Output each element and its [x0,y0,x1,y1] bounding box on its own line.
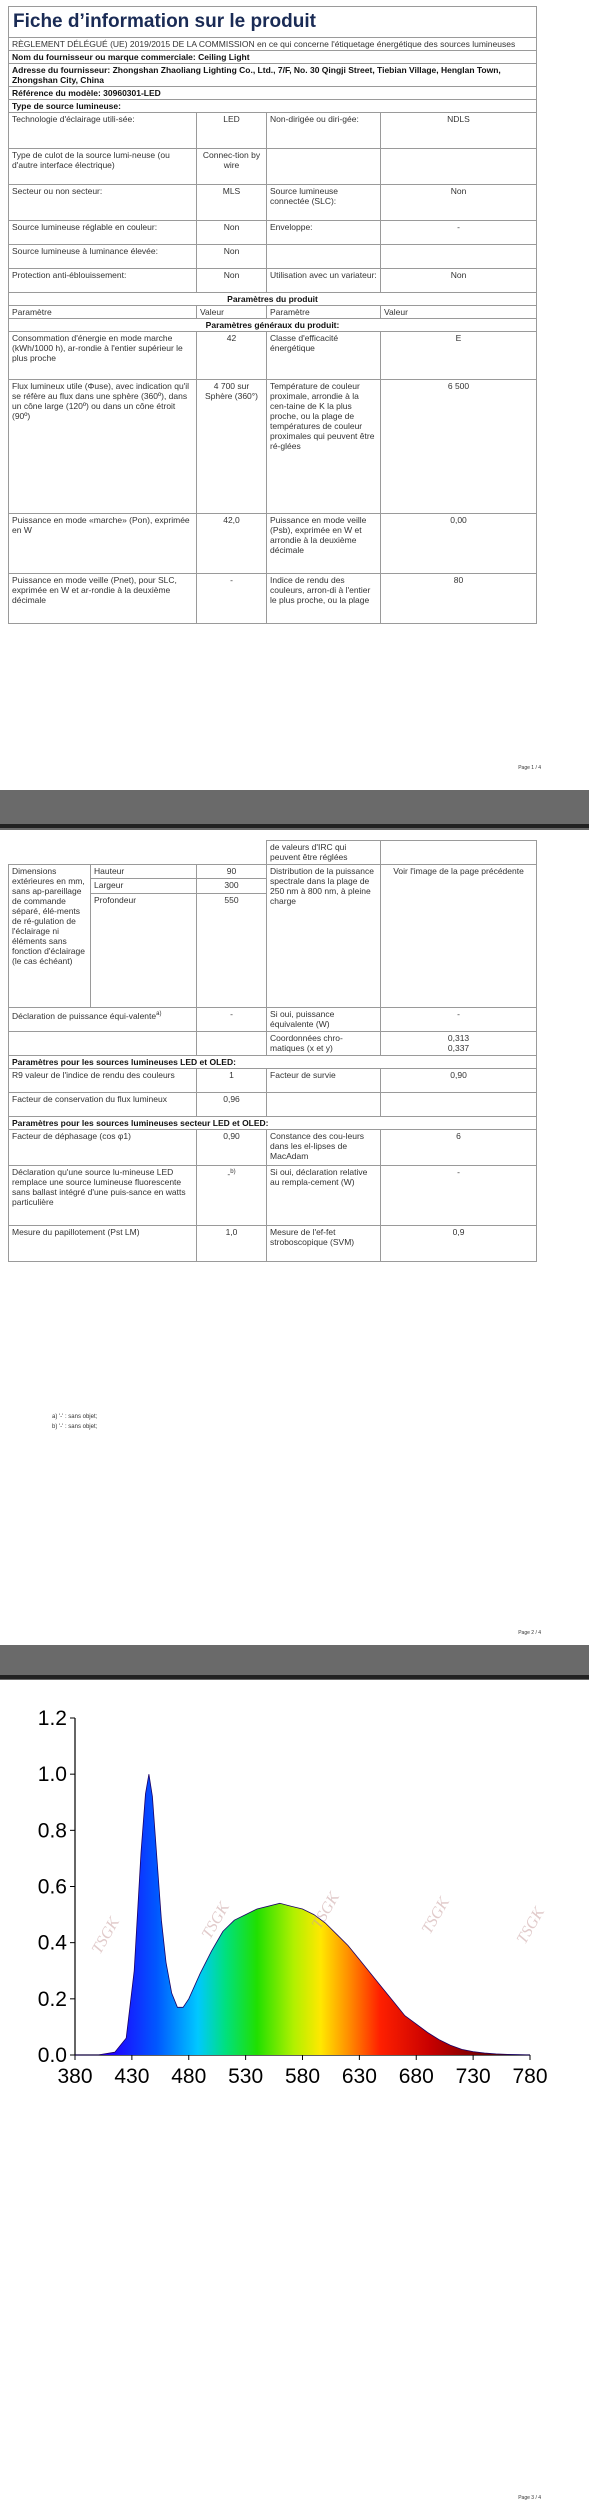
row-label: Secteur ou non secteur: [9,185,197,221]
watermark-text: TSGK [88,1914,124,1957]
watermark-text: TSGK [198,1899,234,1942]
row-value: 0,90 [197,1130,267,1166]
height-value: 90 [197,865,267,879]
x-tick-label: 730 [455,2065,491,2088]
col-header-param: Paramètre [267,306,381,319]
row-label: Source lumineuse à luminance élevée: [9,245,197,269]
x-tick-label: 680 [398,2065,434,2088]
y-tick-label: 0.2 [37,1987,67,2011]
row-label: Facteur de déphasage (cos φ1) [9,1130,197,1166]
page-number: Page 2 / 4 [518,1630,541,1636]
row-label: Si oui, déclaration relative au rempla-cement (W) [267,1166,381,1226]
spd-value: Voir l'image de la page précédente [381,865,537,1008]
general-params-heading: Paramètres généraux du produit: [9,319,537,332]
row-value: 80 [381,574,537,624]
row-value: 0,00 [381,514,537,574]
row-label: Constance des cou-leurs dans les el-lipses de MacAdam [267,1130,381,1166]
row-label: Température de couleur proximale, arrondie à la cen-taine de K la plus proche, ou la plage de températures de couleur proximales qui peuvent être ré-glées [267,380,381,514]
row-label: Puissance en mode veille (Psb), exprimée en W et arrondie à la deuxième décimale [267,514,381,574]
height-label: Hauteur [91,865,197,879]
mains-params-heading: Paramètres pour les sources lumineuses secteur LED et OLED: [9,1117,537,1130]
row-value: Connec-tion by wire [197,149,267,185]
row-label: Déclaration de puissance équi-valente$^{a)}$ [9,1008,197,1032]
row-label: Source lumineuse connectée (SLC): [267,185,381,221]
row-label: Consommation d'énergie en mode marche (kWh/1000 h), ar-rondie à l'entier supérieur le plus proche [9,332,197,380]
row-value: -$^{b)}$ [197,1166,267,1226]
led-params-heading: Paramètres pour les sources lumineuses LED et OLED: [9,1056,537,1069]
spectrum-area [75,1774,530,2055]
row-value: E [381,332,537,380]
row-label: Source lumineuse réglable en couleur: [9,221,197,245]
y-tick-label: 0.8 [37,1819,67,1843]
row-label: Classe d'efficacité énergétique [267,332,381,380]
page-separator [0,1645,589,1680]
page-3 [0,1680,589,2510]
x-tick-label: 580 [284,2065,321,2088]
row-value: Non [197,245,267,269]
row-label: Indice de rendu des couleurs, arron-di à l'entier le plus proche, ou la plage [267,574,381,624]
x-tick-label: 530 [228,2065,264,2088]
row-value [381,1093,537,1117]
x-tick-label: 430 [114,2065,150,2088]
row-label: Puissance en mode «marche» (Pon), exprimée en W [9,514,197,574]
width-value: 300 [197,879,267,893]
row-value: 0,96 [197,1093,267,1117]
product-info-table [8,6,537,624]
row-value [381,245,537,269]
row-label: Mesure de l'ef-fet stroboscopique (SVM) [267,1226,381,1262]
row-label: Non-dirigée ou diri-gée: [267,113,381,149]
col-header-param: Paramètre [9,306,197,319]
row-value: NDLS [381,113,537,149]
y-tick-label: 1.2 [37,1707,67,1730]
row-value: 4 700 sur Sphère (360°) [197,380,267,514]
page-number: Page 3 / 4 [518,2495,541,2501]
model-reference: Référence du modèle: 30960301-LED [9,87,537,100]
x-tick-label: 780 [512,2065,548,2088]
row-label: Coordonnées chro-matiques (x et y) [267,1032,381,1056]
watermark-text: TSGK [308,1889,344,1932]
row-value: LED [197,113,267,149]
footnote-a: a) '-' : sans objet; [52,1414,98,1420]
page-separator [0,790,589,830]
x-tick-label: 630 [341,2065,377,2088]
watermark-text: TSGK [513,1904,549,1947]
depth-value: 550 [197,893,267,1007]
spd-label: Distribution de la puissance spectrale dans la plage de 250 nm à 800 nm, à pleine charge [267,865,381,1008]
row-value: 6 500 [381,380,537,514]
row-label: Si oui, puissance équivalente (W) [267,1008,381,1032]
row-value: 42,0 [197,514,267,574]
dimensions-label: Dimensions extérieures en mm, sans ap-pareillage de commande séparé, élé-ments de ré-gulation de l'éclairage ni éléments sans fonction d'éclairage (le cas échéant) [9,865,91,1008]
footnote-b: b) '-' : sans objet; [52,1424,98,1430]
spectral-distribution-chart [0,1680,589,2100]
row-label [267,149,381,185]
row-value: Non [197,221,267,245]
row-value: Non [381,185,537,221]
y-tick-label: 0.0 [37,2044,67,2067]
row-value: 6 [381,1130,537,1166]
y-tick-label: 0.6 [37,1875,67,1899]
product-params-heading: Paramètres du produit [9,293,537,306]
row-value: MLS [197,185,267,221]
watermark-text: TSGK [418,1894,454,1937]
row-label [267,1093,381,1117]
page-number: Page 1 / 4 [518,765,541,771]
row-label: Déclaration qu'une source lu-mineuse LED remplace une source lumineuse fluorescente sans ballast intégré d'une puis-sance en watts particulière [9,1166,197,1226]
row-label: Enveloppe: [267,221,381,245]
regulation-text: RÈGLEMENT DÉLÉGUÉ (UE) 2019/2015 DE LA COMMISSION en ce qui concerne l'étiquetage énergétique des sources lumineuses [9,38,537,51]
row-value: Non [381,269,537,293]
row-label: Utilisation avec un variateur: [267,269,381,293]
row-label: Puissance en mode veille (Pnet), pour SLC, exprimée en W et ar-rondie à la deuxième décimale [9,574,197,624]
row-label: Technologie d'éclairage utili-sée: [9,113,197,149]
row-label: Mesure du papillotement (Pst LM) [9,1226,197,1262]
row-value: - [197,1008,267,1032]
y-tick-label: 0.4 [37,1931,67,1955]
chroma-coords: 0,313 0,337 [381,1032,537,1056]
depth-label: Profondeur [91,893,197,1007]
row-label: R9 valeur de l'indice de rendu des couleurs [9,1069,197,1093]
row-value: 42 [197,332,267,380]
row-value: Non [197,269,267,293]
row-value: - [197,574,267,624]
row-value: 1,0 [197,1226,267,1262]
page-2 [0,830,589,1645]
page-title: Fiche d’information sur le produit [9,7,537,38]
row-label: Facteur de conservation du flux lumineux [9,1093,197,1117]
x-tick-label: 380 [57,2065,93,2088]
row-value: 0,9 [381,1226,537,1262]
row-value: 0,90 [381,1069,537,1093]
supplier-name: Nom du fournisseur ou marque commerciale: Ceiling Light [9,51,537,64]
row-label: Type de culot de la source lumi-neuse (ou d'autre interface électrique) [9,149,197,185]
row-label: Facteur de survie [267,1069,381,1093]
row-label [267,245,381,269]
cri-continuation: de valeurs d'IRC qui peuvent être réglées [267,841,381,865]
row-value: 1 [197,1069,267,1093]
page-1 [0,0,589,790]
supplier-address: Adresse du fournisseur: Zhongshan Zhaoliang Lighting Co., Ltd., 7/F, No. 30 Qingji Street, Tiebian Village, Henglan Town, Zhongshan City, China [9,64,537,87]
row-label: Protection anti-éblouissement: [9,269,197,293]
width-label: Largeur [91,879,197,893]
row-label: Flux lumineux utile (Φuse), avec indication qu'il se réfère au flux dans une sphère (360º), dans un cône large (120º) ou dans un cône étroit (90º) [9,380,197,514]
x-tick-label: 480 [171,2065,207,2088]
source-type-heading: Type de source lumineuse: [9,100,537,113]
row-value: - [381,221,537,245]
col-header-value: Valeur [381,306,537,319]
y-tick-label: 1.0 [37,1763,67,1787]
row-value: - [381,1008,537,1032]
row-value: - [381,1166,537,1226]
col-header-value: Valeur [197,306,267,319]
row-value [381,149,537,185]
product-info-table-continued [8,840,537,1262]
